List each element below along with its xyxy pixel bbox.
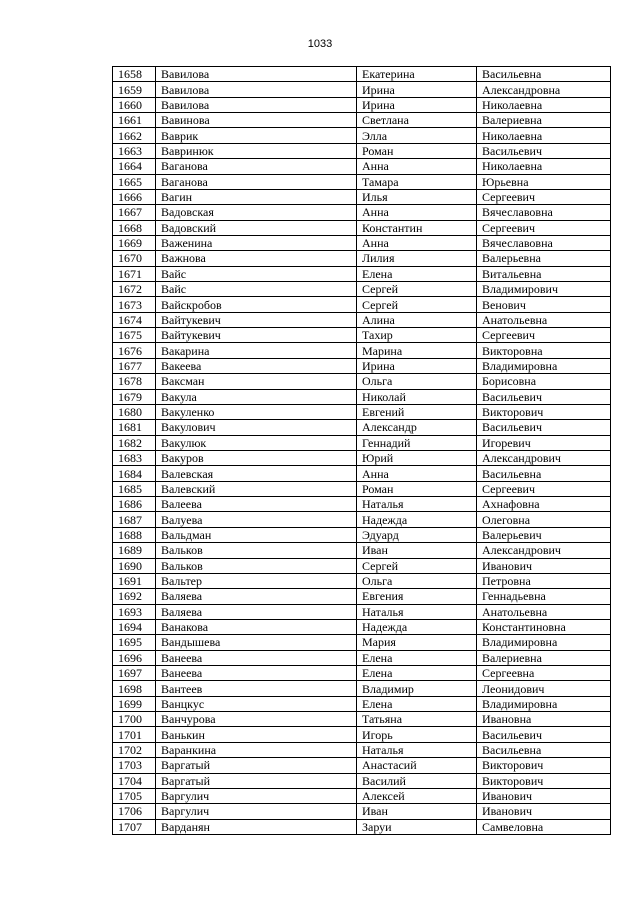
row-number-cell: 1677 — [113, 358, 156, 373]
table-row — [113, 481, 611, 496]
first-name-cell: Светлана — [357, 113, 477, 128]
surname-cell: Вальтер — [156, 573, 357, 588]
table-row — [113, 205, 611, 220]
patronymic-cell: Константиновна — [477, 619, 611, 634]
first-name-cell: Алина — [357, 312, 477, 327]
table-row — [113, 435, 611, 450]
patronymic-cell: Викторовна — [477, 343, 611, 358]
surname-cell: Варгулич — [156, 788, 357, 803]
row-number-cell: 1686 — [113, 497, 156, 512]
surname-cell: Ваганова — [156, 159, 357, 174]
surname-cell: Вайскробов — [156, 297, 357, 312]
surname-cell: Вавилова — [156, 97, 357, 112]
surname-cell: Ваганова — [156, 174, 357, 189]
surname-cell: Вайтукевич — [156, 312, 357, 327]
surname-cell: Вадовская — [156, 205, 357, 220]
table-row — [113, 589, 611, 604]
patronymic-cell: Сергеевич — [477, 481, 611, 496]
patronymic-cell: Владимировна — [477, 358, 611, 373]
patronymic-cell: Николаевна — [477, 128, 611, 143]
patronymic-cell: Анатольевна — [477, 312, 611, 327]
table-row — [113, 266, 611, 281]
table-row — [113, 773, 611, 788]
patronymic-cell: Иванович — [477, 804, 611, 819]
table-row — [113, 189, 611, 204]
patronymic-cell: Юрьевна — [477, 174, 611, 189]
names-table-body — [113, 67, 611, 835]
table-row — [113, 297, 611, 312]
row-number-cell: 1700 — [113, 712, 156, 727]
surname-cell: Вакулюк — [156, 435, 357, 450]
row-number-cell: 1684 — [113, 466, 156, 481]
surname-cell: Вавинова — [156, 113, 357, 128]
surname-cell: Вакулович — [156, 420, 357, 435]
patronymic-cell: Олеговна — [477, 512, 611, 527]
surname-cell: Важенина — [156, 235, 357, 250]
table-row — [113, 220, 611, 235]
table-row — [113, 666, 611, 681]
patronymic-cell: Владимировна — [477, 696, 611, 711]
row-number-cell: 1689 — [113, 543, 156, 558]
patronymic-cell: Александровна — [477, 82, 611, 97]
row-number-cell: 1701 — [113, 727, 156, 742]
first-name-cell: Надежда — [357, 512, 477, 527]
first-name-cell: Тахир — [357, 328, 477, 343]
first-name-cell: Владимир — [357, 681, 477, 696]
surname-cell: Ванеева — [156, 650, 357, 665]
first-name-cell: Заруи — [357, 819, 477, 834]
patronymic-cell: Васильевич — [477, 389, 611, 404]
surname-cell: Вавилова — [156, 67, 357, 82]
surname-cell: Вальков — [156, 558, 357, 573]
first-name-cell: Ольга — [357, 573, 477, 588]
table-row — [113, 573, 611, 588]
table-row — [113, 558, 611, 573]
surname-cell: Варданян — [156, 819, 357, 834]
patronymic-cell: Александрович — [477, 450, 611, 465]
patronymic-cell: Анатольевна — [477, 604, 611, 619]
patronymic-cell: Сергеевич — [477, 189, 611, 204]
table-row — [113, 527, 611, 542]
patronymic-cell: Васильевич — [477, 143, 611, 158]
page-number: 1033 — [307, 38, 333, 50]
surname-cell: Вакарина — [156, 343, 357, 358]
patronymic-cell: Иванович — [477, 788, 611, 803]
table-row — [113, 543, 611, 558]
first-name-cell: Татьяна — [357, 712, 477, 727]
first-name-cell: Елена — [357, 666, 477, 681]
row-number-cell: 1664 — [113, 159, 156, 174]
patronymic-cell: Вячеславовна — [477, 235, 611, 250]
patronymic-cell: Александрович — [477, 543, 611, 558]
patronymic-cell: Владимирович — [477, 282, 611, 297]
row-number-cell: 1658 — [113, 67, 156, 82]
first-name-cell: Элла — [357, 128, 477, 143]
surname-cell: Валевская — [156, 466, 357, 481]
row-number-cell: 1660 — [113, 97, 156, 112]
row-number-cell: 1698 — [113, 681, 156, 696]
first-name-cell: Евгения — [357, 589, 477, 604]
first-name-cell: Игорь — [357, 727, 477, 742]
table-row — [113, 466, 611, 481]
surname-cell: Варанкина — [156, 742, 357, 757]
first-name-cell: Анастасий — [357, 758, 477, 773]
row-number-cell: 1662 — [113, 128, 156, 143]
row-number-cell: 1702 — [113, 742, 156, 757]
table-row — [113, 343, 611, 358]
patronymic-cell: Васильевна — [477, 742, 611, 757]
surname-cell: Ваксман — [156, 374, 357, 389]
row-number-cell: 1675 — [113, 328, 156, 343]
row-number-cell: 1659 — [113, 82, 156, 97]
row-number-cell: 1705 — [113, 788, 156, 803]
first-name-cell: Елена — [357, 696, 477, 711]
table-row — [113, 328, 611, 343]
row-number-cell: 1699 — [113, 696, 156, 711]
row-number-cell: 1669 — [113, 235, 156, 250]
row-number-cell: 1706 — [113, 804, 156, 819]
table-row — [113, 82, 611, 97]
first-name-cell: Геннадий — [357, 435, 477, 450]
row-number-cell: 1666 — [113, 189, 156, 204]
first-name-cell: Василий — [357, 773, 477, 788]
first-name-cell: Надежда — [357, 619, 477, 634]
table-row — [113, 113, 611, 128]
row-number-cell: 1696 — [113, 650, 156, 665]
row-number-cell: 1681 — [113, 420, 156, 435]
row-number-cell: 1694 — [113, 619, 156, 634]
table-row — [113, 450, 611, 465]
surname-cell: Вакуленко — [156, 404, 357, 419]
first-name-cell: Ирина — [357, 82, 477, 97]
row-number-cell: 1683 — [113, 450, 156, 465]
patronymic-cell: Самвеловна — [477, 819, 611, 834]
row-number-cell: 1697 — [113, 666, 156, 681]
patronymic-cell: Сергеевич — [477, 328, 611, 343]
patronymic-cell: Петровна — [477, 573, 611, 588]
patronymic-cell: Венович — [477, 297, 611, 312]
table-row — [113, 758, 611, 773]
surname-cell: Вагин — [156, 189, 357, 204]
first-name-cell: Анна — [357, 205, 477, 220]
patronymic-cell: Васильевна — [477, 466, 611, 481]
surname-cell: Вадовский — [156, 220, 357, 235]
first-name-cell: Елена — [357, 650, 477, 665]
row-number-cell: 1671 — [113, 266, 156, 281]
row-number-cell: 1704 — [113, 773, 156, 788]
table-row — [113, 143, 611, 158]
table-row — [113, 358, 611, 373]
row-number-cell: 1661 — [113, 113, 156, 128]
first-name-cell: Ирина — [357, 97, 477, 112]
table-row — [113, 681, 611, 696]
table-row — [113, 635, 611, 650]
surname-cell: Варгулич — [156, 804, 357, 819]
table-row — [113, 619, 611, 634]
row-number-cell: 1687 — [113, 512, 156, 527]
surname-cell: Валяева — [156, 604, 357, 619]
table-row — [113, 128, 611, 143]
patronymic-cell: Витальевна — [477, 266, 611, 281]
patronymic-cell: Валериевна — [477, 650, 611, 665]
table-row — [113, 282, 611, 297]
surname-cell: Вавилова — [156, 82, 357, 97]
table-row — [113, 389, 611, 404]
first-name-cell: Роман — [357, 143, 477, 158]
first-name-cell: Сергей — [357, 558, 477, 573]
surname-cell: Вавринюк — [156, 143, 357, 158]
surname-cell: Вакула — [156, 389, 357, 404]
table-row — [113, 512, 611, 527]
table-row — [113, 159, 611, 174]
table-row — [113, 312, 611, 327]
patronymic-cell: Николаевна — [477, 159, 611, 174]
first-name-cell: Марина — [357, 343, 477, 358]
first-name-cell: Юрий — [357, 450, 477, 465]
patronymic-cell: Борисовна — [477, 374, 611, 389]
first-name-cell: Евгений — [357, 404, 477, 419]
first-name-cell: Анна — [357, 159, 477, 174]
table-row — [113, 235, 611, 250]
surname-cell: Ванькин — [156, 727, 357, 742]
surname-cell: Вальдман — [156, 527, 357, 542]
first-name-cell: Иван — [357, 543, 477, 558]
surname-cell: Ванеева — [156, 666, 357, 681]
table-row — [113, 67, 611, 82]
patronymic-cell: Игоревич — [477, 435, 611, 450]
table-row — [113, 251, 611, 266]
names-table — [112, 66, 611, 835]
first-name-cell: Лилия — [357, 251, 477, 266]
surname-cell: Важнова — [156, 251, 357, 266]
first-name-cell: Наталья — [357, 742, 477, 757]
patronymic-cell: Валерьевич — [477, 527, 611, 542]
table-row — [113, 788, 611, 803]
row-number-cell: 1693 — [113, 604, 156, 619]
first-name-cell: Иван — [357, 804, 477, 819]
table-row — [113, 97, 611, 112]
patronymic-cell: Леонидович — [477, 681, 611, 696]
first-name-cell: Ольга — [357, 374, 477, 389]
row-number-cell: 1695 — [113, 635, 156, 650]
table-row — [113, 819, 611, 834]
surname-cell: Валяева — [156, 589, 357, 604]
surname-cell: Варгатый — [156, 758, 357, 773]
first-name-cell: Сергей — [357, 282, 477, 297]
first-name-cell: Анна — [357, 466, 477, 481]
patronymic-cell: Ахнафовна — [477, 497, 611, 512]
patronymic-cell: Владимировна — [477, 635, 611, 650]
row-number-cell: 1680 — [113, 404, 156, 419]
row-number-cell: 1668 — [113, 220, 156, 235]
first-name-cell: Николай — [357, 389, 477, 404]
first-name-cell: Александр — [357, 420, 477, 435]
surname-cell: Ванакова — [156, 619, 357, 634]
first-name-cell: Эдуард — [357, 527, 477, 542]
patronymic-cell: Геннадьевна — [477, 589, 611, 604]
surname-cell: Валеева — [156, 497, 357, 512]
surname-cell: Варгатый — [156, 773, 357, 788]
surname-cell: Вайс — [156, 266, 357, 281]
row-number-cell: 1690 — [113, 558, 156, 573]
surname-cell: Ванчурова — [156, 712, 357, 727]
table-row — [113, 804, 611, 819]
row-number-cell: 1679 — [113, 389, 156, 404]
table-row — [113, 404, 611, 419]
row-number-cell: 1682 — [113, 435, 156, 450]
patronymic-cell: Валериевна — [477, 113, 611, 128]
table-row — [113, 712, 611, 727]
row-number-cell: 1672 — [113, 282, 156, 297]
table-row — [113, 696, 611, 711]
surname-cell: Валевский — [156, 481, 357, 496]
first-name-cell: Ирина — [357, 358, 477, 373]
patronymic-cell: Ивановна — [477, 712, 611, 727]
row-number-cell: 1673 — [113, 297, 156, 312]
table-row — [113, 174, 611, 189]
first-name-cell: Наталья — [357, 604, 477, 619]
row-number-cell: 1667 — [113, 205, 156, 220]
row-number-cell: 1707 — [113, 819, 156, 834]
row-number-cell: 1703 — [113, 758, 156, 773]
first-name-cell: Тамара — [357, 174, 477, 189]
row-number-cell: 1688 — [113, 527, 156, 542]
surname-cell: Вальков — [156, 543, 357, 558]
patronymic-cell: Сергеевич — [477, 220, 611, 235]
row-number-cell: 1678 — [113, 374, 156, 389]
patronymic-cell: Васильевна — [477, 67, 611, 82]
first-name-cell: Роман — [357, 481, 477, 496]
patronymic-cell: Васильевич — [477, 420, 611, 435]
patronymic-cell: Сергеевна — [477, 666, 611, 681]
patronymic-cell: Вячеславовна — [477, 205, 611, 220]
table-row — [113, 742, 611, 757]
surname-cell: Вайтукевич — [156, 328, 357, 343]
patronymic-cell: Николаевна — [477, 97, 611, 112]
surname-cell: Валуева — [156, 512, 357, 527]
patronymic-cell: Валерьевна — [477, 251, 611, 266]
first-name-cell: Елена — [357, 266, 477, 281]
row-number-cell: 1691 — [113, 573, 156, 588]
table-row — [113, 420, 611, 435]
table-row — [113, 497, 611, 512]
table-row — [113, 604, 611, 619]
row-number-cell: 1674 — [113, 312, 156, 327]
first-name-cell: Илья — [357, 189, 477, 204]
patronymic-cell: Васильевич — [477, 727, 611, 742]
first-name-cell: Екатерина — [357, 67, 477, 82]
surname-cell: Вандышева — [156, 635, 357, 650]
row-number-cell: 1670 — [113, 251, 156, 266]
surname-cell: Вакуров — [156, 450, 357, 465]
first-name-cell: Анна — [357, 235, 477, 250]
row-number-cell: 1676 — [113, 343, 156, 358]
row-number-cell: 1665 — [113, 174, 156, 189]
first-name-cell: Константин — [357, 220, 477, 235]
row-number-cell: 1663 — [113, 143, 156, 158]
table-row — [113, 374, 611, 389]
patronymic-cell: Викторович — [477, 758, 611, 773]
surname-cell: Вакеева — [156, 358, 357, 373]
first-name-cell: Наталья — [357, 497, 477, 512]
row-number-cell: 1692 — [113, 589, 156, 604]
first-name-cell: Мария — [357, 635, 477, 650]
surname-cell: Ваврик — [156, 128, 357, 143]
surname-cell: Ванцкус — [156, 696, 357, 711]
table-row — [113, 650, 611, 665]
row-number-cell: 1685 — [113, 481, 156, 496]
first-name-cell: Алексей — [357, 788, 477, 803]
patronymic-cell: Викторович — [477, 773, 611, 788]
patronymic-cell: Иванович — [477, 558, 611, 573]
table-row — [113, 727, 611, 742]
patronymic-cell: Викторович — [477, 404, 611, 419]
first-name-cell: Сергей — [357, 297, 477, 312]
surname-cell: Вантеев — [156, 681, 357, 696]
surname-cell: Вайс — [156, 282, 357, 297]
